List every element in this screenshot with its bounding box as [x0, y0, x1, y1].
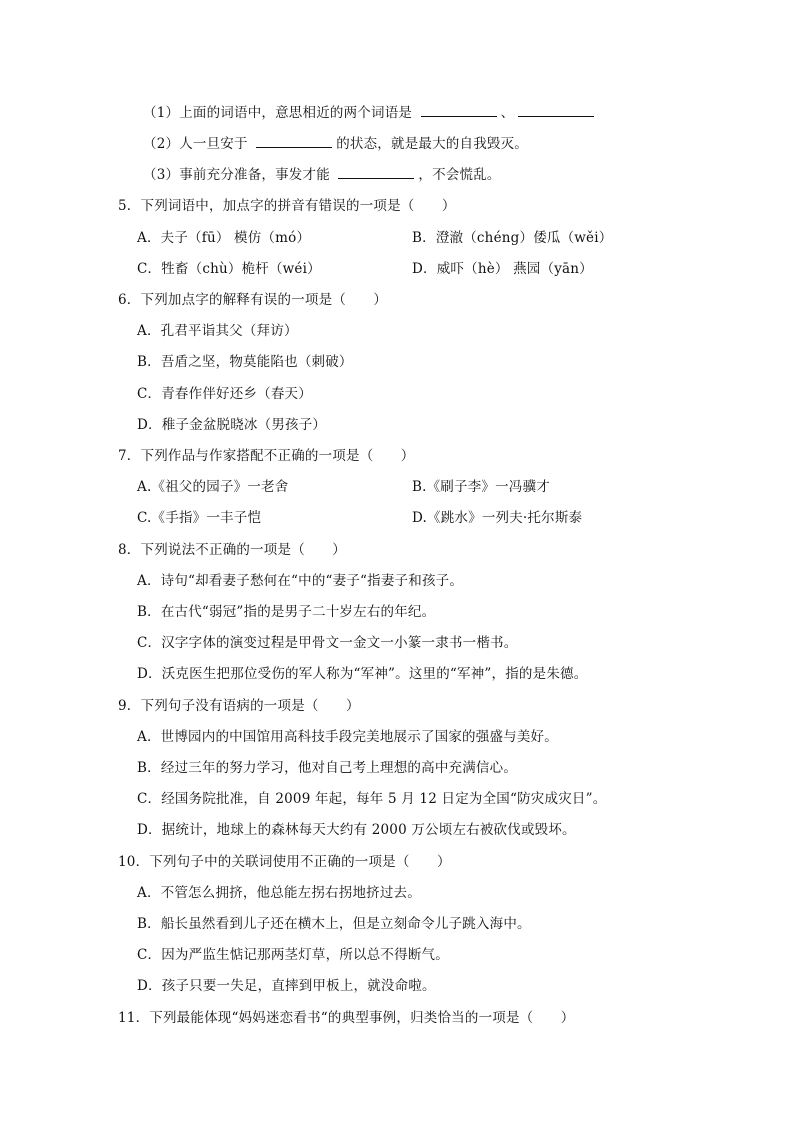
- q10-option-b[interactable]: B．船长虽然看到儿子还在横木上，但是立刻命令儿子跳入海中。: [137, 916, 531, 932]
- q10-option-a[interactable]: A．不管怎么拥挤，他总能左拐右拐地挤过去。: [137, 885, 421, 901]
- q5-stem: 5．下列词语中，加点字的拼音有错误的一项是（ ）: [118, 198, 456, 214]
- q6-option-d[interactable]: D．稚子金盆脱晓冰（男孩子）: [137, 417, 327, 433]
- sub-item-1-text: （1）上面的词语中，意思相近的两个词语是: [143, 105, 413, 121]
- q7-option-a[interactable]: A.《祖父的园子》一老舍: [137, 479, 289, 495]
- sub-item-2-text: （2）人一旦安于: [143, 136, 248, 152]
- blank-1a[interactable]: [421, 115, 497, 117]
- q7-option-b[interactable]: B.《刷子李》一冯骥才: [412, 479, 550, 495]
- q10-stem: 10．下列句子中的关联词使用不正确的一项是（ ）: [118, 854, 451, 870]
- q6-option-c[interactable]: C．青春作伴好还乡（春天）: [137, 386, 312, 402]
- q9-option-d[interactable]: D．据统计，地球上的森林每天大约有 2000 万公顷左右被砍伐或毁坏。: [137, 822, 576, 838]
- sub-item-3: [143, 166, 501, 184]
- q7-option-d[interactable]: D.《跳水》一列夫·托尔斯泰: [412, 510, 583, 526]
- q9-option-a[interactable]: A．世博园内的中国馆用高科技手段完美地展示了国家的强盛与美好。: [137, 729, 558, 745]
- q7-option-c[interactable]: C.《手指》一丰子恺: [137, 510, 262, 526]
- q9-option-b[interactable]: B．经过三年的努力学习，他对自己考上理想的高中充满信心。: [137, 760, 518, 776]
- q5-option-a[interactable]: A．夫子（fū） 模仿（mó）: [137, 230, 311, 246]
- q11-stem: 11．下列最能体现“妈妈迷恋看书“的典型事例，归类恰当的一项是（ ）: [118, 1010, 575, 1026]
- sub-item-1: [143, 104, 598, 122]
- q8-option-b[interactable]: B．在古代“弱冠”指的是男子二十岁左右的年纪。: [137, 604, 436, 620]
- q8-option-d[interactable]: D．沃克医生把那位受伤的军人称为“军神”。这里的“军神”，指的是朱德。: [137, 666, 588, 682]
- blank-1b[interactable]: [518, 115, 594, 117]
- q5-option-c[interactable]: C．牲畜（chù）桅杆（wéi）: [137, 261, 321, 277]
- sub-item-3-text: （3）事前充分准备，事发才能: [143, 167, 330, 183]
- q6-option-a[interactable]: A．孔君平诣其父（拜访）: [137, 323, 298, 339]
- sub-item-2: [143, 135, 528, 153]
- q8-stem: 8．下列说法不正确的一项是（ ）: [118, 542, 346, 558]
- q9-stem: 9．下列句子没有语病的一项是（ ）: [118, 698, 360, 714]
- q6-stem: 6．下列加点字的解释有误的一项是（ ）: [118, 292, 388, 308]
- q6-option-b[interactable]: B．吾盾之坚，物莫能陷也（刺破）: [137, 354, 353, 370]
- q10-option-c[interactable]: C．因为严监生惦记那两茎灯草，所以总不得断气。: [137, 947, 449, 963]
- q5-option-b[interactable]: B．澄澈（chéng）倭瓜（wěi）: [412, 230, 613, 246]
- blank-3[interactable]: [338, 177, 414, 179]
- q8-option-a[interactable]: A．诗句“却看妻子愁何在“中的“妻子“指妻子和孩子。: [137, 573, 464, 589]
- sub-item-3-post: ，不会慌乱。: [418, 167, 501, 183]
- q9-option-c[interactable]: C．经国务院批准，自 2009 年起，每年 5 月 12 日定为全国“防灾成灾日”。: [137, 791, 607, 807]
- q8-option-c[interactable]: C．汉字字体的演变过程是甲骨文一金文一小篆一隶书一楷书。: [137, 635, 518, 651]
- q7-stem: 7．下列作品与作家搭配不正确的一项是（ ）: [118, 448, 415, 464]
- blank-2[interactable]: [256, 146, 332, 148]
- q10-option-d[interactable]: D．孩子只要一失足，直摔到甲板上，就没命啦。: [137, 978, 436, 994]
- q5-option-d[interactable]: D．威吓（hè） 燕园（yān）: [412, 261, 593, 277]
- sub-item-2-post: 的状态，就是最大的自我毁灭。: [336, 136, 529, 152]
- sub-item-1-sep: 、: [500, 105, 515, 121]
